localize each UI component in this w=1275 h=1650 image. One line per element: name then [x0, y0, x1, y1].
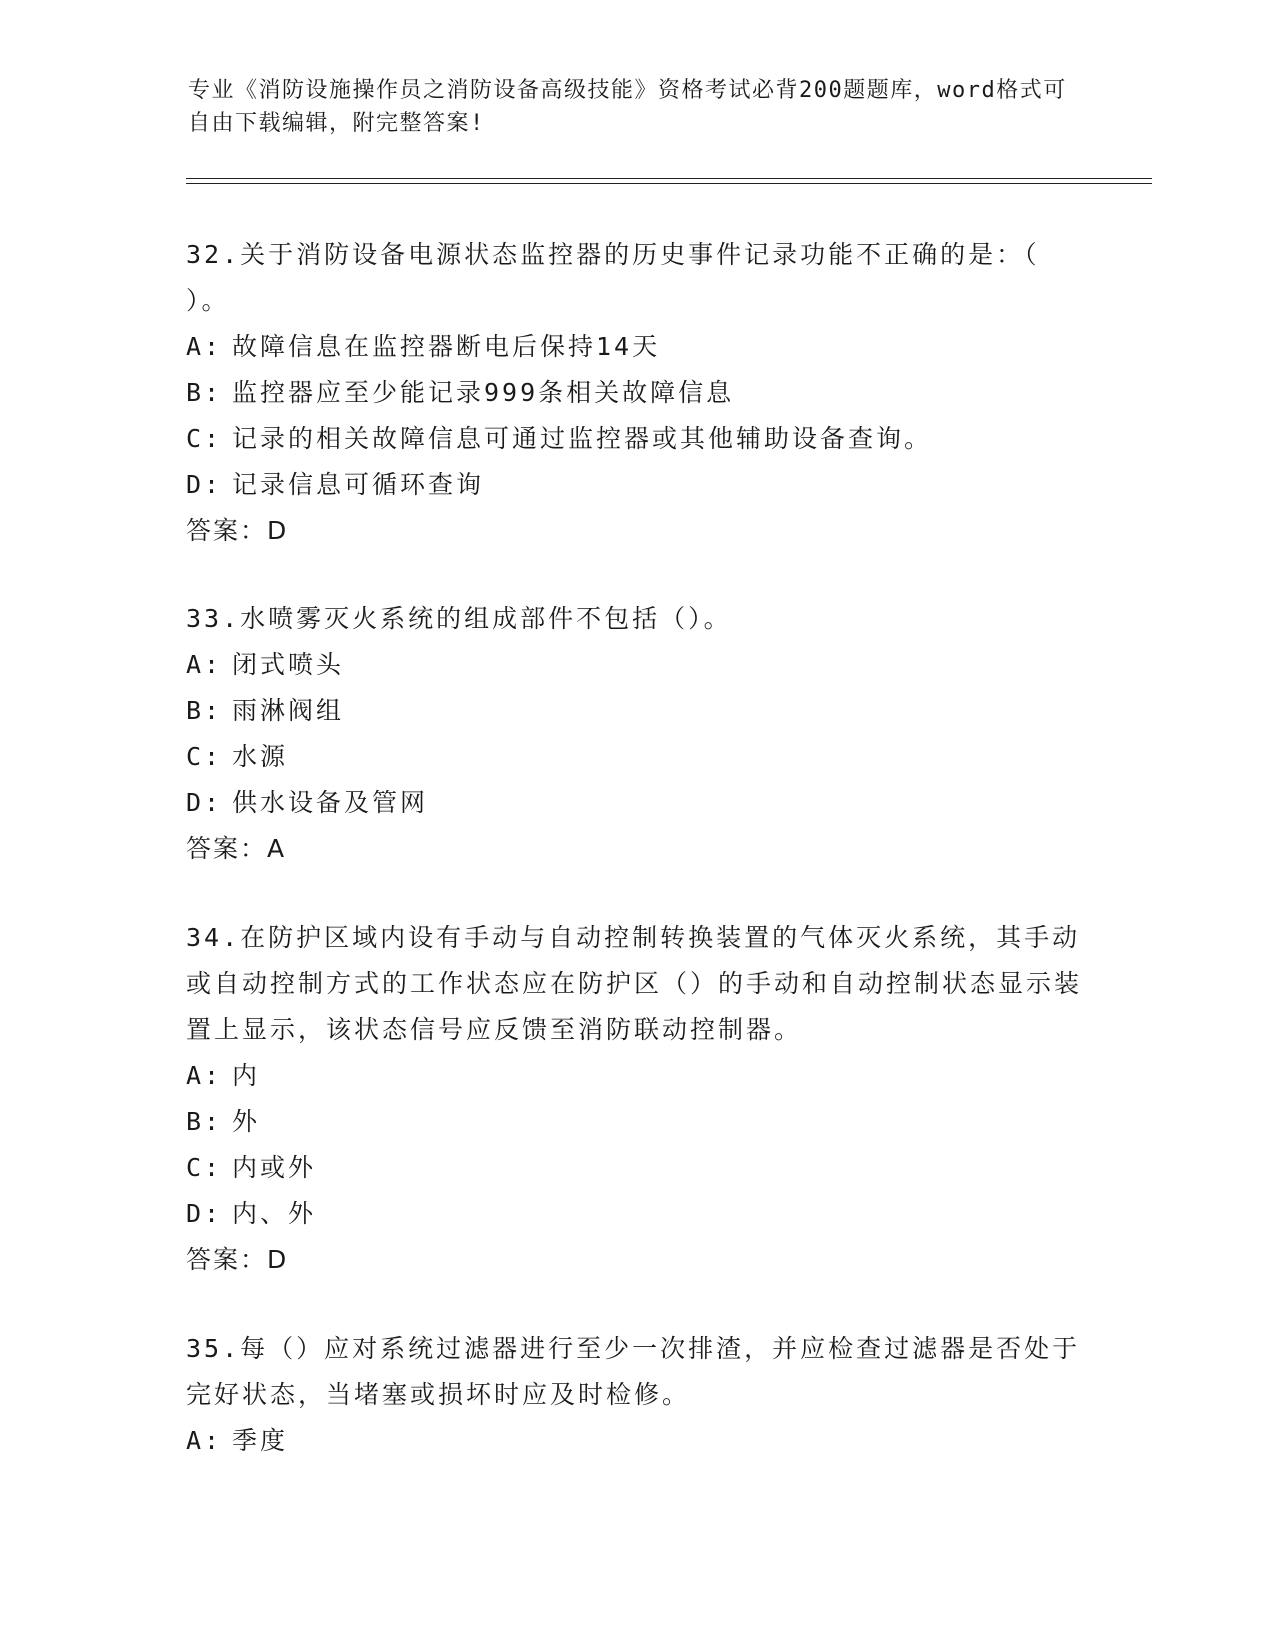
option-text: 季度 [232, 1426, 289, 1455]
option-b [186, 688, 1086, 734]
option-c [186, 1145, 1086, 1191]
question-33 [186, 596, 1086, 872]
option-label: D: [186, 1199, 223, 1228]
header-divider-top [186, 178, 1152, 179]
option-text: 雨淋阀组 [232, 696, 345, 725]
question-text: 34.在防护区域内设有手动与自动控制转换装置的气体灭火系统，其手动或自动控制方式的工作状态应在防护区（）的手动和自动控制状态显示装置上显示，该状态信号应反馈至消防联动控制器。 [186, 923, 1083, 1044]
option-text: 故障信息在监控器断电后保持14天 [232, 332, 661, 361]
option-a [186, 324, 1086, 370]
option-label: A: [186, 1061, 223, 1090]
option-label: A: [186, 1426, 223, 1455]
option-text: 闭式喷头 [232, 650, 345, 679]
document-header: 专业《消防设施操作员之消防设备高级技能》资格考试必背200题题库，word格式可自由下载编辑，附完整答案! [188, 78, 1067, 136]
option-a [186, 1053, 1086, 1099]
option-d [186, 1191, 1086, 1237]
option-c [186, 734, 1086, 780]
option-label: B: [186, 1107, 223, 1136]
question-32 [186, 232, 1086, 554]
option-label: C: [186, 742, 223, 771]
option-d [186, 780, 1086, 826]
option-label: C: [186, 424, 223, 453]
option-label: A: [186, 332, 223, 361]
option-text: 供水设备及管网 [232, 788, 429, 817]
option-label: B: [186, 378, 223, 407]
option-text: 内或外 [232, 1153, 317, 1182]
option-text: 外 [232, 1107, 261, 1136]
question-text: 32.关于消防设备电源状态监控器的历史事件记录功能不正确的是：（ ）。 [186, 240, 1040, 315]
header-divider-bottom [186, 183, 1152, 184]
option-label: D: [186, 788, 223, 817]
answer: 答案：D [186, 516, 289, 545]
option-text: 监控器应至少能记录999条相关故障信息 [232, 378, 735, 407]
option-c [186, 416, 1086, 462]
option-label: D: [186, 470, 223, 499]
option-text: 水源 [232, 742, 289, 771]
question-35 [186, 1326, 1086, 1464]
option-text: 内 [232, 1061, 261, 1090]
option-a [186, 642, 1086, 688]
question-34 [186, 915, 1086, 1283]
option-a [186, 1418, 1086, 1464]
option-text: 内、外 [232, 1199, 317, 1228]
answer: 答案：D [186, 1245, 289, 1274]
option-text: 记录信息可循环查询 [232, 470, 485, 499]
option-d [186, 462, 1086, 508]
option-label: C: [186, 1153, 223, 1182]
option-label: A: [186, 650, 223, 679]
question-text: 35.每（）应对系统过滤器进行至少一次排渣，并应检查过滤器是否处于完好状态，当堵塞或损坏时应及时检修。 [186, 1334, 1081, 1409]
question-text: 33.水喷雾灭火系统的组成部件不包括（）。 [186, 604, 732, 633]
option-text: 记录的相关故障信息可通过监控器或其他辅助设备查询。 [232, 424, 933, 453]
option-label: B: [186, 696, 223, 725]
option-b [186, 1099, 1086, 1145]
option-b [186, 370, 1086, 416]
answer: 答案：A [186, 834, 287, 863]
